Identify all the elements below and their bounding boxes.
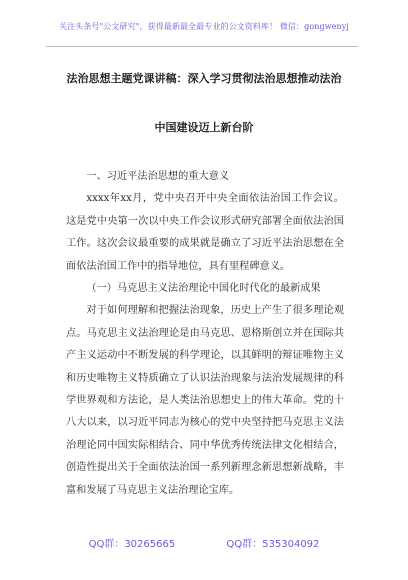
- document-body: [66, 166, 344, 502]
- qq-group-2: QQ群：535304092: [226, 539, 320, 550]
- paragraph: 对于如何理解和把握法治现象，历史上产生了很多理论观点。马克思主义法治理论是由马克思、恩格斯创立并在国际共产主义运动中不断发展的科学理论，以其鲜明的辩证唯物主义和历史唯物主义特质确立了认识法治现象与法治发展规律的科学世界观和方法论，是人类法治思想史上的伟大革命。党的十八大以来，以习近平同志为核心的党中央坚持把马克思主义法治理论同中国实际相结合、同中华优秀传统法律文化相结合，创造性提出关于全面依法治国一系列新理念新思想新战略，丰富和发展了马克思主义法治理论宝库。: [66, 305, 344, 496]
- paragraph: xxxx年xx月，党中央召开中央全面依法治国工作会议。这是党中央第一次以中央工作会议形式研究部署全面依法治国工作。这次会议最重要的成果就是确立了习近平法治思想在全面依法治国工作中的指导地位，具有里程碑意义。: [66, 193, 344, 272]
- footer: [0, 535, 408, 550]
- document-title-line-1: 法治思想主题党课讲稿：深入学习贯彻法治思想推动法治: [66, 72, 342, 85]
- header-banner: 关注头条号"公文研究"，获得最新最全最专业的公文资料库！ 微信：gongwenyj: [59, 22, 349, 31]
- section-heading: 一、习近平法治思想的重大意义: [86, 171, 230, 182]
- document-title-line-2: 中国建设迈上新台阶: [154, 121, 254, 134]
- header-divider: [46, 46, 358, 47]
- qq-group-1: QQ群：30265665: [88, 539, 176, 550]
- subsection-heading: （一）马克思主义法治理论中国化时代化的最新成果: [86, 283, 321, 295]
